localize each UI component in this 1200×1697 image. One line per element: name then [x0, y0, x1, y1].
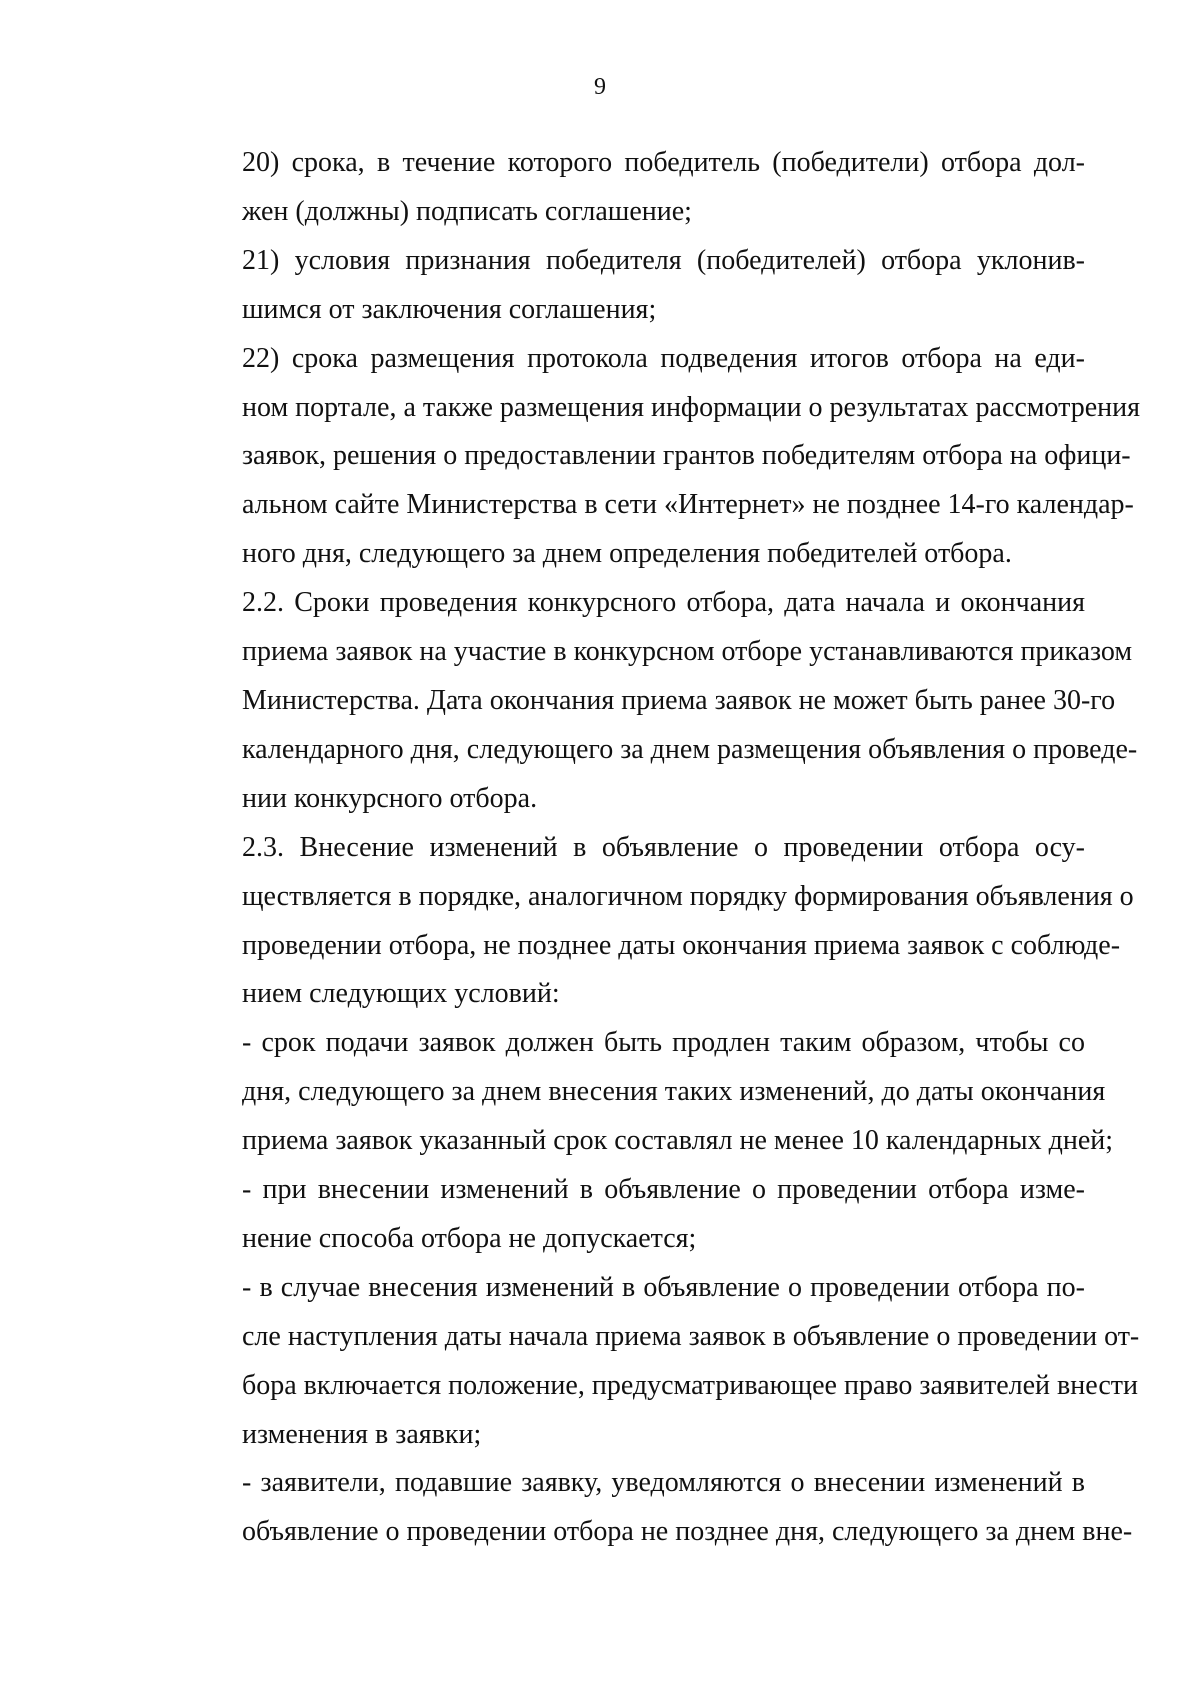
- text-line: - срок подачи заявок должен быть продлен таким образом, чтобы со: [242, 1027, 1085, 1059]
- text-line: - при внесении изменений в объявление о проведении отбора изме-: [242, 1174, 1085, 1206]
- text-line: ном портале, а также размещения информации о результатах рассмотрения: [242, 391, 1141, 423]
- text-line: - заявители, подавшие заявку, уведомляются о внесении изменений в: [242, 1467, 1085, 1499]
- text-line: нение способа отбора не допускается;: [242, 1222, 697, 1254]
- text-line: дня, следующего за днем внесения таких изменений, до даты окончания: [242, 1076, 1106, 1108]
- text-line: 2.2. Сроки проведения конкурсного отбора, дата начала и окончания: [242, 587, 1085, 619]
- text-line: - в случае внесения изменений в объявление о проведении отбора по-: [242, 1271, 1085, 1303]
- paragraph-item-22: [170, 335, 1141, 580]
- text-line: альном сайте Министерства в сети «Интернет» не позднее 14-го календар-: [242, 489, 1134, 521]
- text-line: ществляется в порядке, аналогичном порядку формирования объявления о: [242, 880, 1134, 912]
- text-line: 20) срока, в течение которого победитель (победители) отбора дол-: [242, 147, 1085, 178]
- text-line: нии конкурсного отбора.: [242, 782, 538, 814]
- bullet-extend-deadline: [170, 1019, 1114, 1166]
- text-line: Министерства. Дата окончания приема заявок не может быть ранее 30-го: [242, 684, 1116, 716]
- bullet-applicant-notification: [170, 1459, 1133, 1557]
- text-line: сле наступления даты начала приема заявок в объявление о проведении от-: [242, 1320, 1140, 1352]
- bullet-method-unchanged: [170, 1166, 1085, 1264]
- paragraph-item-21: [170, 237, 1085, 335]
- document-body: [170, 139, 1141, 1557]
- text-line: объявление о проведении отбора не позднее дня, следующего за днем вне-: [242, 1516, 1133, 1548]
- text-line: календарного дня, следующего за днем размещения объявления о проведе-: [242, 733, 1138, 765]
- bullet-applicant-changes: [170, 1264, 1140, 1460]
- text-line: заявок, решения о предоставлении грантов победителям отбора на офици-: [242, 440, 1131, 472]
- paragraph-section-2-2: [170, 579, 1138, 824]
- text-line: 22) срока размещения протокола подведения итогов отбора на еди-: [242, 342, 1085, 374]
- text-line: изменения в заявки;: [242, 1418, 482, 1450]
- text-line: ного дня, следующего за днем определения победителей отбора.: [242, 538, 1012, 570]
- text-line: шимся от заключения соглашения;: [242, 293, 657, 325]
- text-line: приема заявок на участие в конкурсном отборе устанавливаются приказом: [242, 636, 1133, 668]
- text-line: приема заявок указанный срок составлял не менее 10 календарных дней;: [242, 1125, 1114, 1157]
- text-line: бора включается положение, предусматривающее право заявителей внести: [242, 1369, 1138, 1401]
- text-line: нием следующих условий:: [242, 978, 560, 1010]
- paragraph-item-20: [170, 139, 1085, 237]
- text-line: 2.3. Внесение изменений в объявление о проведении отбора осу-: [242, 831, 1085, 863]
- text-line: 21) условия признания победителя (победителей) отбора уклонив-: [242, 244, 1085, 276]
- page-number: 9: [594, 74, 606, 100]
- text-line: проведении отбора, не позднее даты окончания приема заявок с соблюде-: [242, 929, 1121, 961]
- text-line: жен (должны) подписать соглашение;: [242, 195, 692, 227]
- paragraph-section-2-3: [170, 824, 1134, 1020]
